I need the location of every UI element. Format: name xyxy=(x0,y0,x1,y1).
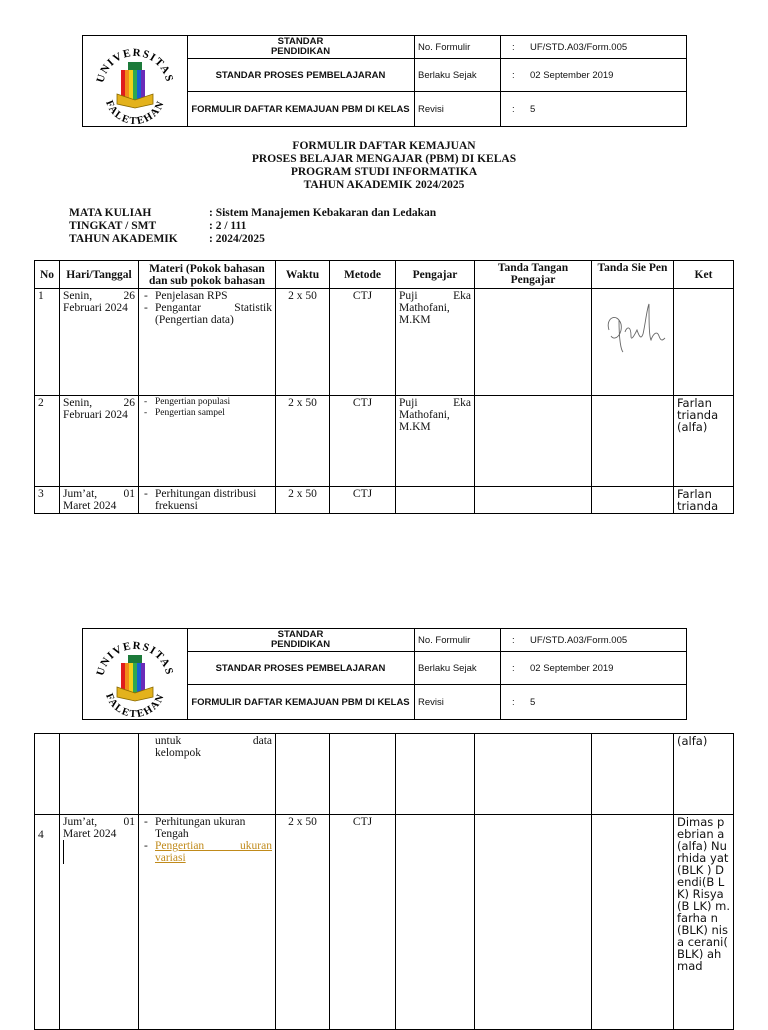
signature-icon xyxy=(595,290,674,370)
svg-text:FALETEHAN: FALETEHAN xyxy=(103,691,168,719)
course-meta: MATA KULIAH : Sistem Manajemen Kebakaran dan Ledakan TINGKAT / SMT : 2 / 111 TAHUN AKADEMIK : 2024/2025 xyxy=(69,207,437,245)
university-logo xyxy=(83,36,188,126)
standard-name: STANDAR PROSES PEMBELAJARAN xyxy=(187,59,414,92)
document-title: FORMULIR DAFTAR KEMAJUAN PROSES BELAJAR MENGAJAR (PBM) DI KELAS PROGRAM STUDI INFORMATIKA TAHUN AKADEMIK 2024/2025 xyxy=(251,140,517,191)
table-row: 3 Jum’at, 01 Maret 2024 - Perhitungan distribusi frekuensi 2 x 50 CTJ Farlan trianda xyxy=(35,487,734,514)
col-materi: Materi (Pokok bahasan dan sub pokok bahasan xyxy=(139,261,276,289)
university-logo xyxy=(83,629,188,719)
table-row: 4 Jum’at, 01 Maret 2024 - Perhitungan ukuran Tengah - Pengertian ukuran variasi 2 x 50 CTJ Dimas pebrian a (alfa) Nurhida yat(BLK ) Dendi(B LK) Risya(B LK) m.farha n(BLK) nisa cerani( BLK) ahmad xyxy=(35,815,734,1030)
signature xyxy=(592,289,674,396)
value-revisi: 5 xyxy=(530,103,536,115)
form-header-page2: UNIVERSITAS FALETEHAN STANDAR PENDIDIKAN STANDAR PROSES PEMBELAJARAN FORMULIR DAFTAR KEMAJUAN PBM DI KELAS No. Formulir Berlaku Sejak Revisi : UF/STD.A03/Form.005 : 02 September 2019 : 5 xyxy=(82,628,687,720)
col-date: Hari/Tanggal xyxy=(60,261,139,289)
col-metode: Metode xyxy=(330,261,396,289)
form-header: UNIVERSITAS FALETEHAN STANDAR PENDIDIKAN STANDAR PROSES PEMBELAJARAN FORMULIR DAFTAR KEMAJUAN PBM DI KELAS No. Formulir Berlaku Sejak Revisi : UF/STD.A03/Form.005 : 02 September 2019 : 5 xyxy=(82,35,687,127)
svg-text:UNIVERSITAS: UNIVERSITAS xyxy=(94,639,176,678)
value-no-formulir: UF/STD.A03/Form.005 xyxy=(530,41,628,53)
table-row: 1 Senin, 26 Februari 2024 - Penjelasan RPS - Pengantar Statistik (Pengertian data) 2 x 50 CTJ Puji Eka Mathofani, M.KM xyxy=(35,289,734,396)
label-revisi: Revisi xyxy=(418,103,444,115)
table-row: 2 Senin, 26 Februari 2024 - Pengertian populasi - Pengertian sampel 2 x 50 CTJ Puji Eka Mathofani, M.KM Farlan trianda (alfa) xyxy=(35,396,734,487)
label-no-formulir: No. Formulir xyxy=(414,36,500,59)
table-header-row xyxy=(35,261,734,289)
materi-link[interactable]: - Pengertian ukuran variasi xyxy=(155,840,272,864)
form-name: FORMULIR DAFTAR KEMAJUAN PBM DI KELAS xyxy=(191,103,410,115)
svg-text:UNIVERSITAS: UNIVERSITAS xyxy=(94,46,176,85)
label-berlaku: Berlaku Sejak xyxy=(414,59,500,92)
col-no: No xyxy=(35,261,60,289)
progress-table-page2 xyxy=(34,733,734,1030)
col-pengajar: Pengajar xyxy=(396,261,475,289)
text-cursor xyxy=(63,840,64,864)
col-ket: Ket xyxy=(674,261,734,289)
progress-table xyxy=(34,260,734,514)
svg-text:FALETEHAN: FALETEHAN xyxy=(103,98,168,126)
col-sie-pen: Tanda Sie Pen xyxy=(592,261,674,289)
value-berlaku: 02 September 2019 xyxy=(530,69,614,81)
col-waktu: Waktu xyxy=(276,261,330,289)
col-ttd-pengajar: Tanda Tangan Pengajar xyxy=(475,261,592,289)
table-row: untuk data kelompok (alfa) xyxy=(35,734,734,815)
